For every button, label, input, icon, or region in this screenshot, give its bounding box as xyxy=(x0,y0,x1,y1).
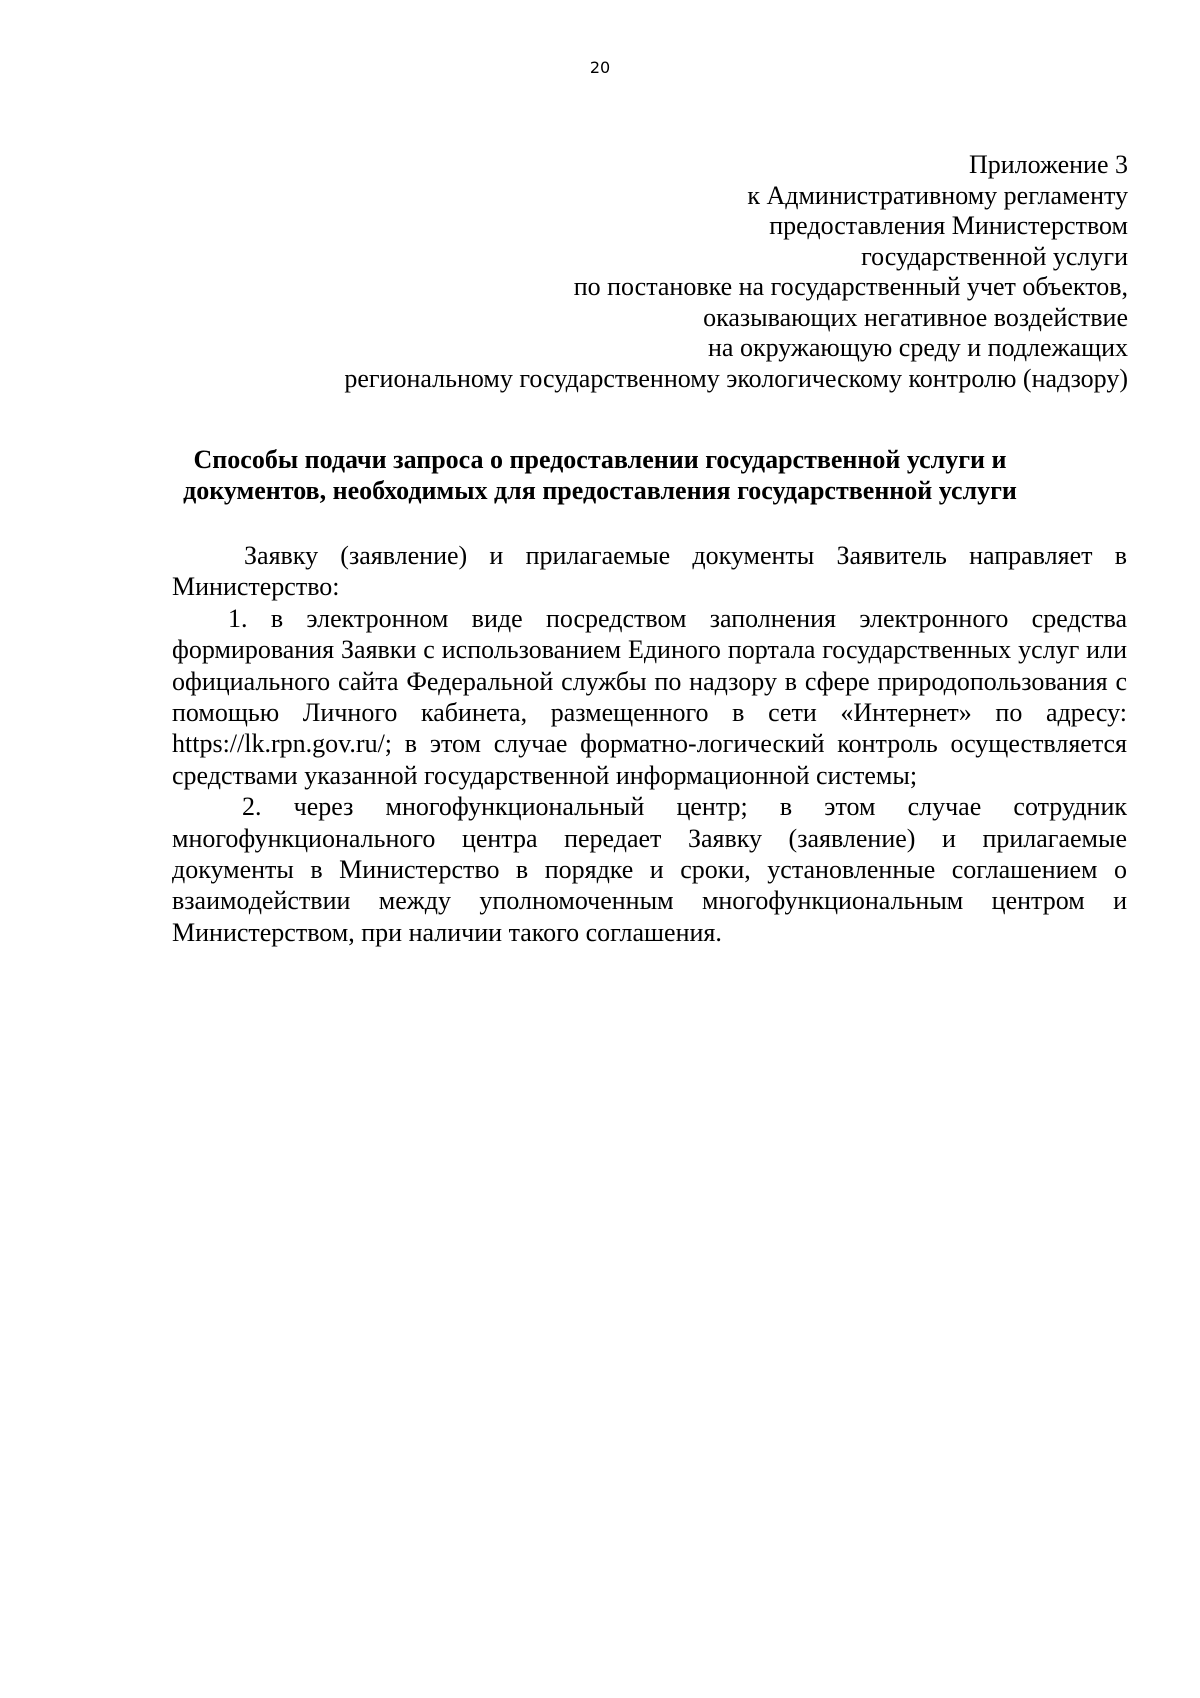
intro-paragraph: Заявку (заявление) и прилагаемые документы Заявитель направляет в Министерство: xyxy=(172,541,1127,602)
list-item-mfc: 2. через многофункциональный центр; в этом случае сотрудник многофункционального центра передает Заявку (заявление) и прилагаемые документы в Министерство в порядке и сроки, установленные соглашением о взаимодействии между уполномоченным многофункциональным центром и Министерством, при наличии такого соглашения. xyxy=(172,792,1127,947)
appendix-header xyxy=(160,150,1128,394)
appendix-line: к Административному регламенту xyxy=(747,180,1128,210)
appendix-line: государственной услуги xyxy=(861,241,1128,271)
appendix-line: региональному государственному экологическому контролю (надзору) xyxy=(344,363,1128,393)
appendix-line: Приложение 3 xyxy=(968,150,1128,179)
section-title-line: Способы подачи запроса о предоставлении государственной услуги и xyxy=(193,445,1007,474)
appendix-line: оказывающих негативное воздействие xyxy=(703,302,1128,332)
list-item-electronic: 1. в электронном виде посредством заполнения электронного средства формирования Заявки с использованием Единого портала государственных услуг или официального сайта Федеральной службы по надзору в сфере природопользования с помощью Личного кабинета, размещенного в сети «Интернет» по адресу: https://lk.rpn.gov.ru/; в этом случае форматно-логический контроль осуществляется средствами указанной государственной информационной системы; xyxy=(172,603,1127,790)
page-number: 20 xyxy=(589,58,611,77)
section-title xyxy=(120,444,1080,506)
section-title-line: документов, необходимых для предоставления государственной услуги xyxy=(183,476,1017,505)
appendix-line: предоставления Министерством xyxy=(769,211,1128,240)
body-text xyxy=(172,540,1127,948)
appendix-line: по постановке на государственный учет объектов, xyxy=(573,272,1128,301)
appendix-line: на окружающую среду и подлежащих xyxy=(708,333,1128,362)
